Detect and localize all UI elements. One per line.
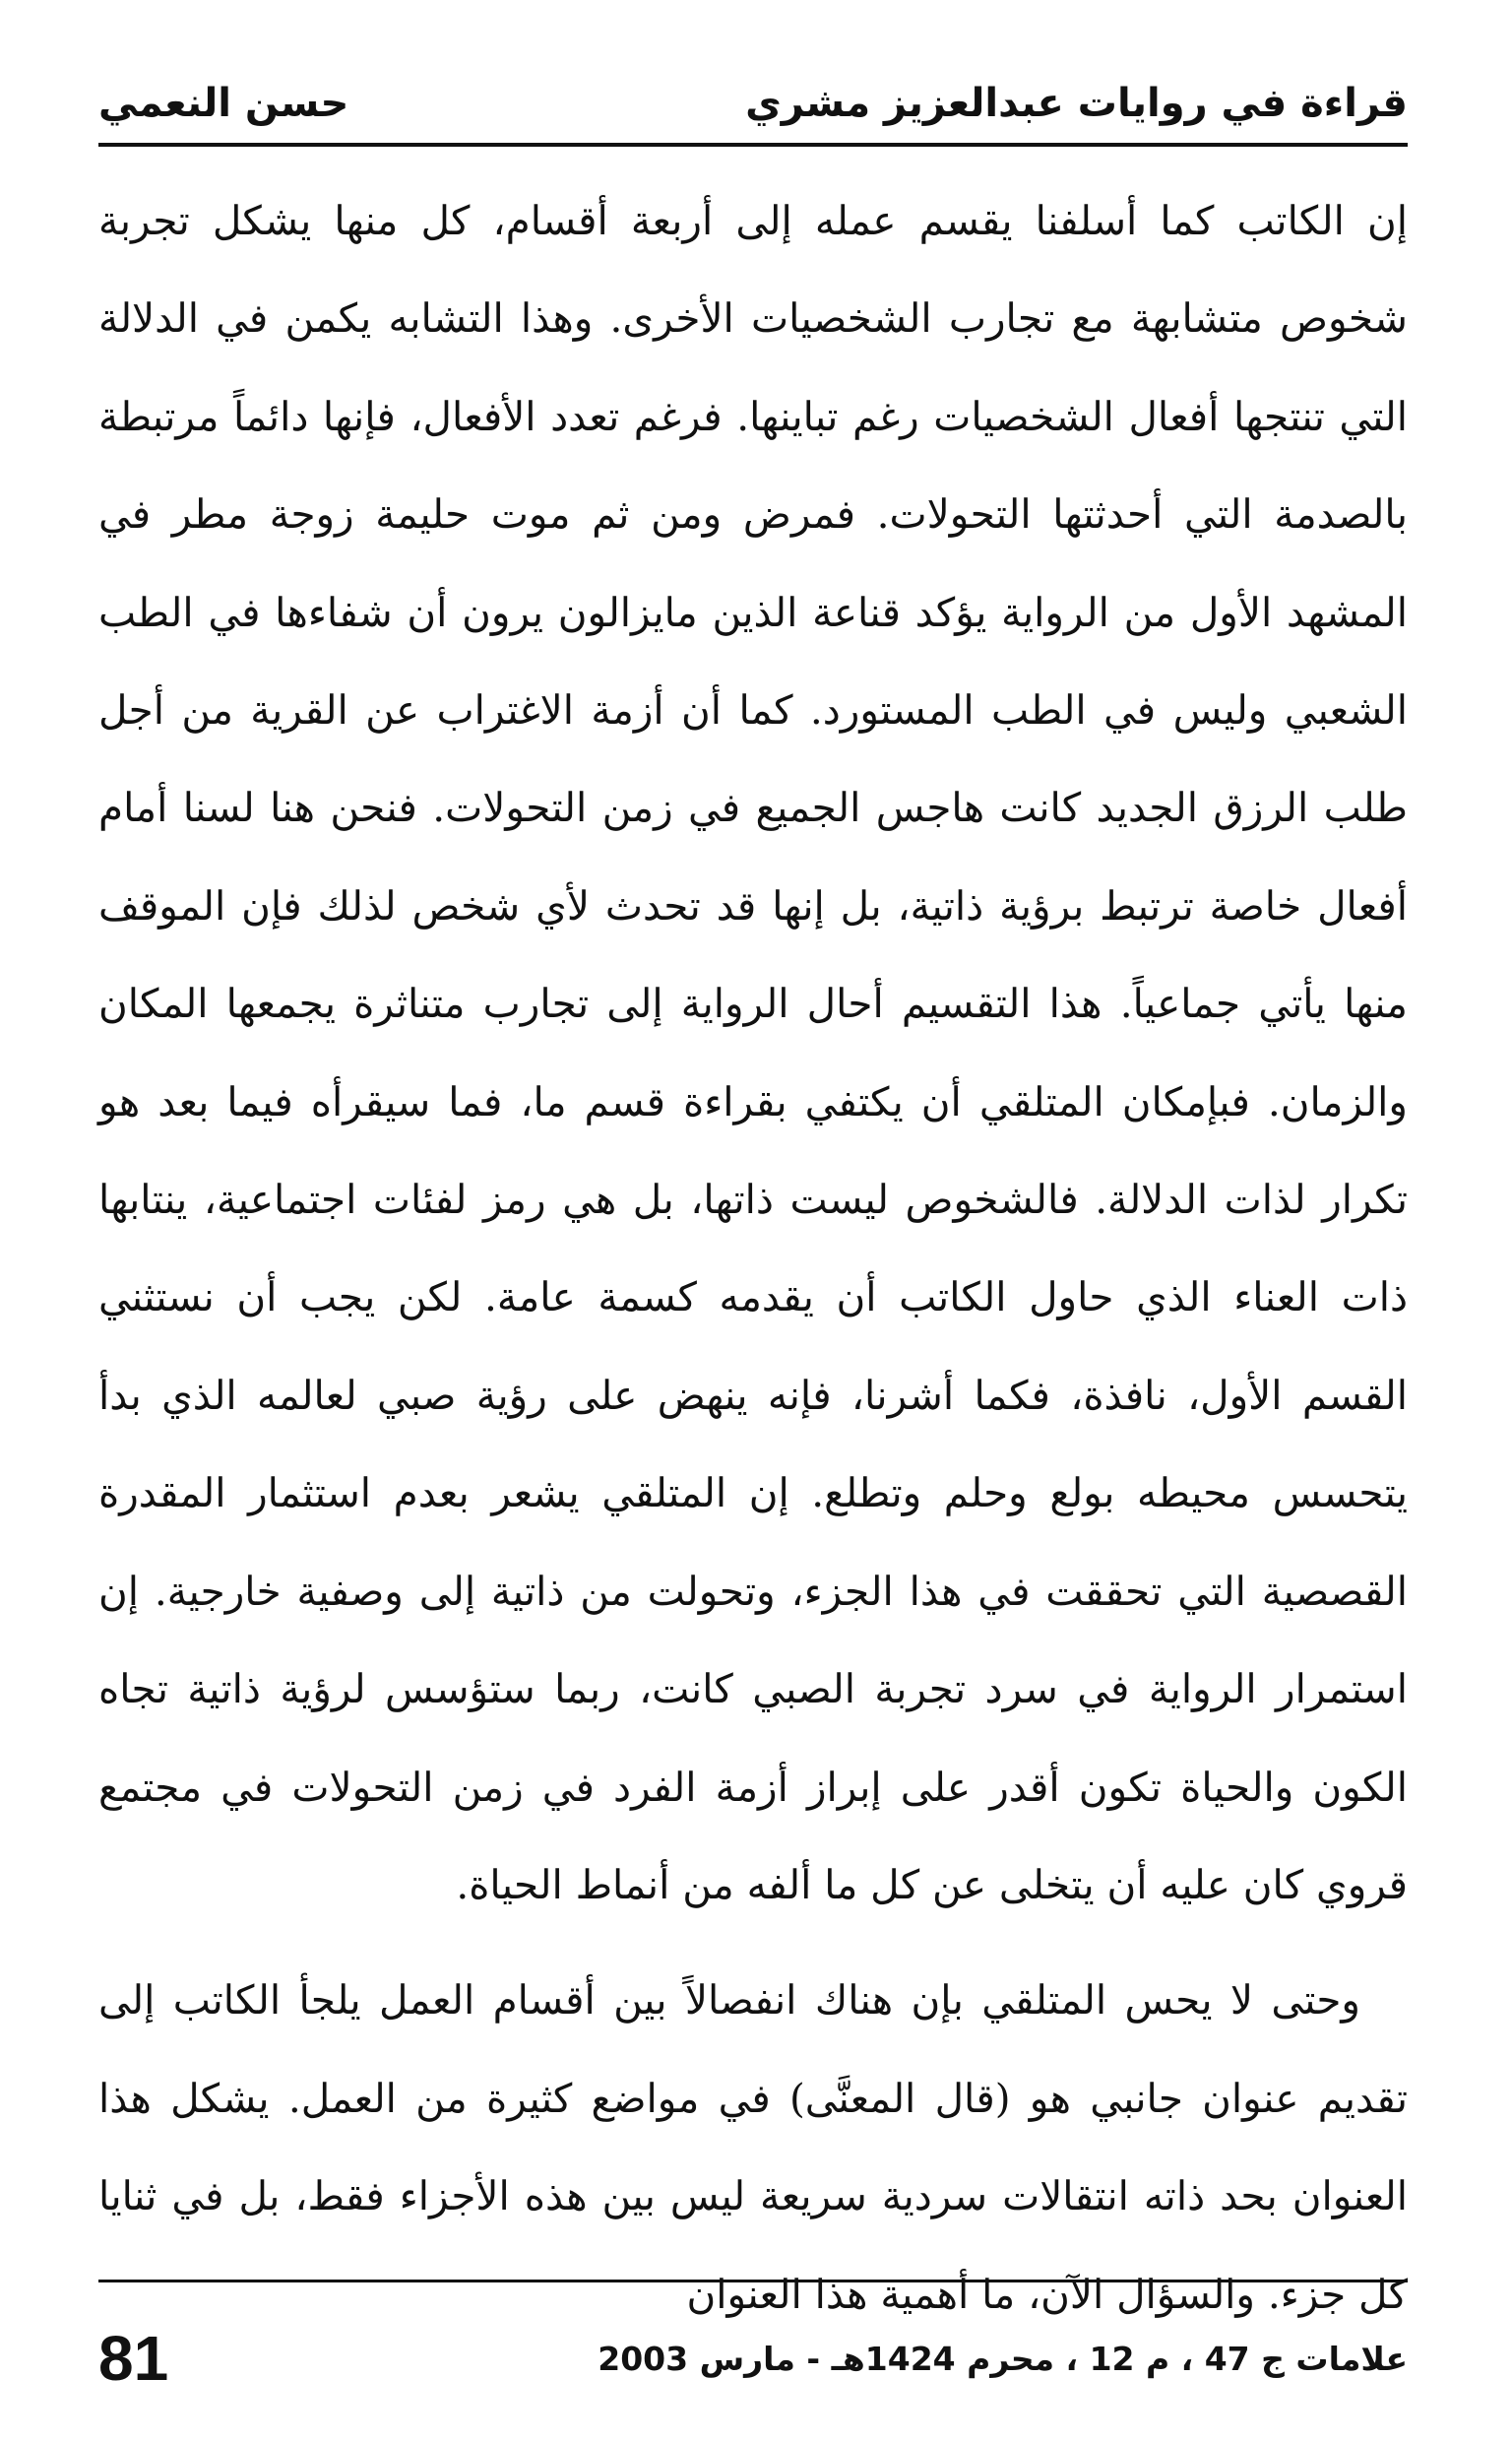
book-title: قراءة في روايات عبدالعزيز مشري (745, 81, 1408, 126)
page-body (98, 172, 1408, 2344)
header-divider (98, 143, 1408, 147)
journal-issue-info: علامات ج 47 ، م 12 ، محرم 1424هـ - مارس 2003 (598, 2339, 1408, 2378)
paragraph-1: إن الكاتب كما أسلفنا يقسم عمله إلى أربعة أقسام، كل منها يشكل تجربة شخوص متشابهة مع تجارب الشخصيات الأخرى. وهذا التشابه يكمن في الدلالة التي تنتجها أفعال الشخصيات رغم تباينها. فرغم تعدد الأفعال، فإنها دائماً مرتبطة بالصدمة التي أحدثتها التحولات. فمرض ومن ثم موت حليمة زوجة مطر في المشهد الأول من الرواية يؤكد قناعة الذين مايزالون يرون أن شفاءها في الطب الشعبي وليس في الطب المستورد. كما أن أزمة الاغتراب عن القرية من أجل طلب الرزق الجديد كانت هاجس الجميع في زمن التحولات. فنحن هنا لسنا أمام أفعال خاصة ترتبط برؤية ذاتية، بل إنها قد تحدث لأي شخص لذلك فإن الموقف منها يأتي جماعياً. هذا التقسيم أحال الرواية إلى تجارب متناثرة يجمعها المكان والزمان. فبإمكان المتلقي أن يكتفي بقراءة قسم ما، فما سيقرأه فيما بعد هو تكرار لذات الدلالة. فالشخوص ليست ذاتها، بل هي رمز لفئات اجتماعية، ينتابها ذات العناء الذي حاول الكاتب أن يقدمه كسمة عامة. لكن يجب أن نستثني القسم الأول، نافذة، فكما أشرنا، فإنه ينهض على رؤية صبي لعالمه الذي بدأ يتحسس محيطه بولع وحلم وتطلع. إن المتلقي يشعر بعدم استثمار المقدرة القصصية التي تحققت في هذا الجزء، وتحولت من ذاتية إلى وصفية خارجية. إن استمرار الرواية في سرد تجربة الصبي كانت، ربما ستؤسس لرؤية ذاتية تجاه الكون والحياة تكون أقدر على إبراز أزمة الفرد في زمن التحولات في مجتمع قروي كان عليه أن يتخلى عن كل ما ألفه من أنماط الحياة. (98, 197, 1408, 1908)
author-name: حسن النعمي (98, 81, 349, 126)
page-footer (98, 2319, 1408, 2398)
running-header (98, 57, 1408, 126)
footer-divider (98, 2280, 1408, 2282)
page-number: 81 (98, 2323, 169, 2394)
paragraph-2: وحتى لا يحس المتلقي بإن هناك انفصالاً بين أقسام العمل يلجأ الكاتب إلى تقديم عنوان جانبي هو (قال المعنَّى) في مواضع كثيرة من العمل. يشكل هذا العنوان بحد ذاته انتقالات سردية سريعة ليس بين هذه الأجزاء فقط، بل في ثنايا كل جزء. والسؤال الآن، ما أهمية هذا العنوان (98, 1976, 1408, 2318)
